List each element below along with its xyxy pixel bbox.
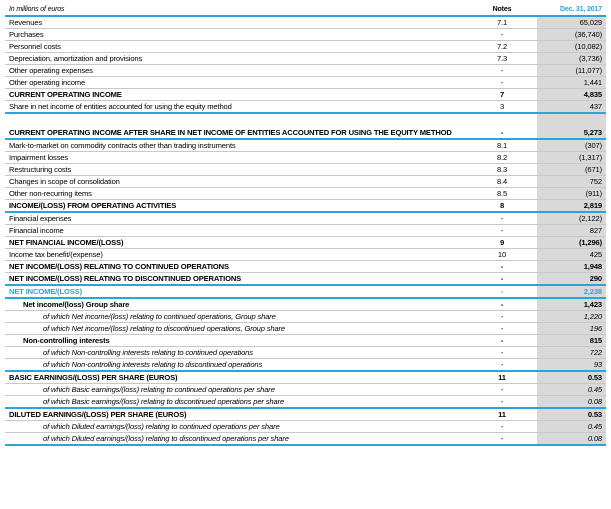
row-label: Other operating income <box>5 77 467 89</box>
row-value: (671) <box>537 164 606 176</box>
row-note: - <box>467 212 537 225</box>
detail-row <box>5 359 606 372</box>
table-row <box>5 164 606 176</box>
row-note: 3 <box>467 101 537 114</box>
subtotal-row <box>5 298 606 311</box>
table-row <box>5 139 606 152</box>
table-row <box>5 225 606 237</box>
row-value: 0.45 <box>537 421 606 433</box>
row-note: - <box>467 335 537 347</box>
row-note: - <box>467 396 537 409</box>
row-label: of which Non-controlling interests relating to continued operations <box>5 347 467 359</box>
subtotal-row <box>5 113 606 139</box>
row-value: (10,082) <box>537 41 606 53</box>
row-value: (11,077) <box>537 65 606 77</box>
income-statement-table <box>5 5 606 446</box>
row-note: 11 <box>467 371 537 384</box>
row-note: - <box>467 323 537 335</box>
row-note: - <box>467 347 537 359</box>
row-label: Mark-to-market on commodity contracts other than trading instruments <box>5 139 467 152</box>
row-note: 8.3 <box>467 164 537 176</box>
row-note: - <box>467 433 537 446</box>
row-note: 8.2 <box>467 152 537 164</box>
row-label: Income tax benefit/(expense) <box>5 249 467 261</box>
row-value: 752 <box>537 176 606 188</box>
row-label: Impairment losses <box>5 152 467 164</box>
row-note: - <box>467 261 537 273</box>
table-row <box>5 212 606 225</box>
subtotal-row <box>5 371 606 384</box>
table-row <box>5 41 606 53</box>
detail-row <box>5 323 606 335</box>
row-note: 8.5 <box>467 188 537 200</box>
row-label: Restructuring costs <box>5 164 467 176</box>
row-note: 7.1 <box>467 16 537 29</box>
row-label: NET INCOME/(LOSS) RELATING TO DISCONTINUED OPERATIONS <box>5 273 467 286</box>
row-value: 196 <box>537 323 606 335</box>
table-row <box>5 249 606 261</box>
row-note: - <box>467 311 537 323</box>
row-label: of which Basic earnings/(loss) relating to discontinued operations per share <box>5 396 467 409</box>
detail-row <box>5 433 606 446</box>
detail-row <box>5 384 606 396</box>
row-label: Share in net income of entities accounted for using the equity method <box>5 101 467 114</box>
row-label: NET INCOME/(LOSS) <box>5 285 467 298</box>
row-note: - <box>467 225 537 237</box>
subtotal-row <box>5 237 606 249</box>
notes-column-header: Notes <box>467 5 537 16</box>
row-label: Personnel costs <box>5 41 467 53</box>
row-label: Purchases <box>5 29 467 41</box>
table-row <box>5 176 606 188</box>
subtotal-row <box>5 89 606 101</box>
subtotal-row <box>5 408 606 421</box>
row-label: Changes in scope of consolidation <box>5 176 467 188</box>
row-label: Non-controlling interests <box>5 335 467 347</box>
row-note: 11 <box>467 408 537 421</box>
row-note: 10 <box>467 249 537 261</box>
row-label: NET INCOME/(LOSS) RELATING TO CONTINUED OPERATIONS <box>5 261 467 273</box>
row-value: (36,740) <box>537 29 606 41</box>
detail-row <box>5 311 606 323</box>
row-value: 5,273 <box>537 113 606 139</box>
row-note: 7.3 <box>467 53 537 65</box>
row-note: - <box>467 285 537 298</box>
row-label: DILUTED EARNINGS/(LOSS) PER SHARE (EUROS) <box>5 408 467 421</box>
row-note: 8.1 <box>467 139 537 152</box>
table-row <box>5 152 606 164</box>
row-value: (2,122) <box>537 212 606 225</box>
row-value: 4,835 <box>537 89 606 101</box>
row-label: Net income/(loss) Group share <box>5 298 467 311</box>
row-label: CURRENT OPERATING INCOME <box>5 89 467 101</box>
row-value: 815 <box>537 335 606 347</box>
table-row <box>5 77 606 89</box>
net-income-row <box>5 285 606 298</box>
row-note: - <box>467 298 537 311</box>
subtotal-row <box>5 273 606 286</box>
row-value: 0.53 <box>537 371 606 384</box>
row-note: 7.2 <box>467 41 537 53</box>
row-note: 8 <box>467 200 537 213</box>
row-value: (1,296) <box>537 237 606 249</box>
row-value: (911) <box>537 188 606 200</box>
subtotal-row <box>5 200 606 213</box>
row-value: 437 <box>537 101 606 114</box>
row-value: 0.08 <box>537 396 606 409</box>
row-label: Depreciation, amortization and provisions <box>5 53 467 65</box>
row-value: 290 <box>537 273 606 286</box>
row-value: 827 <box>537 225 606 237</box>
row-value: 1,441 <box>537 77 606 89</box>
row-label: Other operating expenses <box>5 65 467 77</box>
row-label: Revenues <box>5 16 467 29</box>
detail-row <box>5 421 606 433</box>
row-value: 425 <box>537 249 606 261</box>
detail-row <box>5 347 606 359</box>
row-label: of which Basic earnings/(loss) relating to continued operations per share <box>5 384 467 396</box>
row-value: 1,220 <box>537 311 606 323</box>
row-value: (307) <box>537 139 606 152</box>
row-value: 722 <box>537 347 606 359</box>
row-label: of which Diluted earnings/(loss) relating to discontinued operations per share <box>5 433 467 446</box>
row-label: Financial income <box>5 225 467 237</box>
row-label: of which Non-controlling interests relating to discontinued operations <box>5 359 467 372</box>
header-row <box>5 5 606 16</box>
row-note: 9 <box>467 237 537 249</box>
table-row <box>5 65 606 77</box>
row-value: (3,736) <box>537 53 606 65</box>
row-label: CURRENT OPERATING INCOME AFTER SHARE IN NET INCOME OF ENTITIES ACCOUNTED FOR USING THE EQUITY METHOD <box>5 113 467 139</box>
row-label: Financial expenses <box>5 212 467 225</box>
row-label: NET FINANCIAL INCOME/(LOSS) <box>5 237 467 249</box>
row-note: - <box>467 113 537 139</box>
row-value: 2,238 <box>537 285 606 298</box>
row-value: 93 <box>537 359 606 372</box>
period-column-header: Dec. 31, 2017 <box>537 5 606 16</box>
row-note: - <box>467 273 537 286</box>
row-note: - <box>467 384 537 396</box>
row-label: of which Diluted earnings/(loss) relating to continued operations per share <box>5 421 467 433</box>
row-value: 0.08 <box>537 433 606 446</box>
row-value: (1,317) <box>537 152 606 164</box>
table-row <box>5 53 606 65</box>
row-value: 0.45 <box>537 384 606 396</box>
detail-row <box>5 396 606 409</box>
row-note: - <box>467 29 537 41</box>
row-note: - <box>467 65 537 77</box>
row-label: of which Net income/(loss) relating to discontinued operations, Group share <box>5 323 467 335</box>
row-note: 8.4 <box>467 176 537 188</box>
table-row <box>5 29 606 41</box>
row-note: 7 <box>467 89 537 101</box>
row-value: 65,029 <box>537 16 606 29</box>
row-label: Other non-recurring items <box>5 188 467 200</box>
row-value: 2,819 <box>537 200 606 213</box>
subtotal-row <box>5 261 606 273</box>
row-value: 1,423 <box>537 298 606 311</box>
row-note: - <box>467 359 537 372</box>
row-label: of which Net income/(loss) relating to continued operations, Group share <box>5 311 467 323</box>
row-value: 0.53 <box>537 408 606 421</box>
table-row <box>5 16 606 29</box>
row-label: INCOME/(LOSS) FROM OPERATING ACTIVITIES <box>5 200 467 213</box>
row-note: - <box>467 77 537 89</box>
row-value: 1,948 <box>537 261 606 273</box>
table-row <box>5 188 606 200</box>
table-row <box>5 101 606 114</box>
row-label: BASIC EARNINGS/(LOSS) PER SHARE (EUROS) <box>5 371 467 384</box>
row-note: - <box>467 421 537 433</box>
subtotal-row <box>5 335 606 347</box>
unit-caption: In millions of euros <box>5 5 467 16</box>
